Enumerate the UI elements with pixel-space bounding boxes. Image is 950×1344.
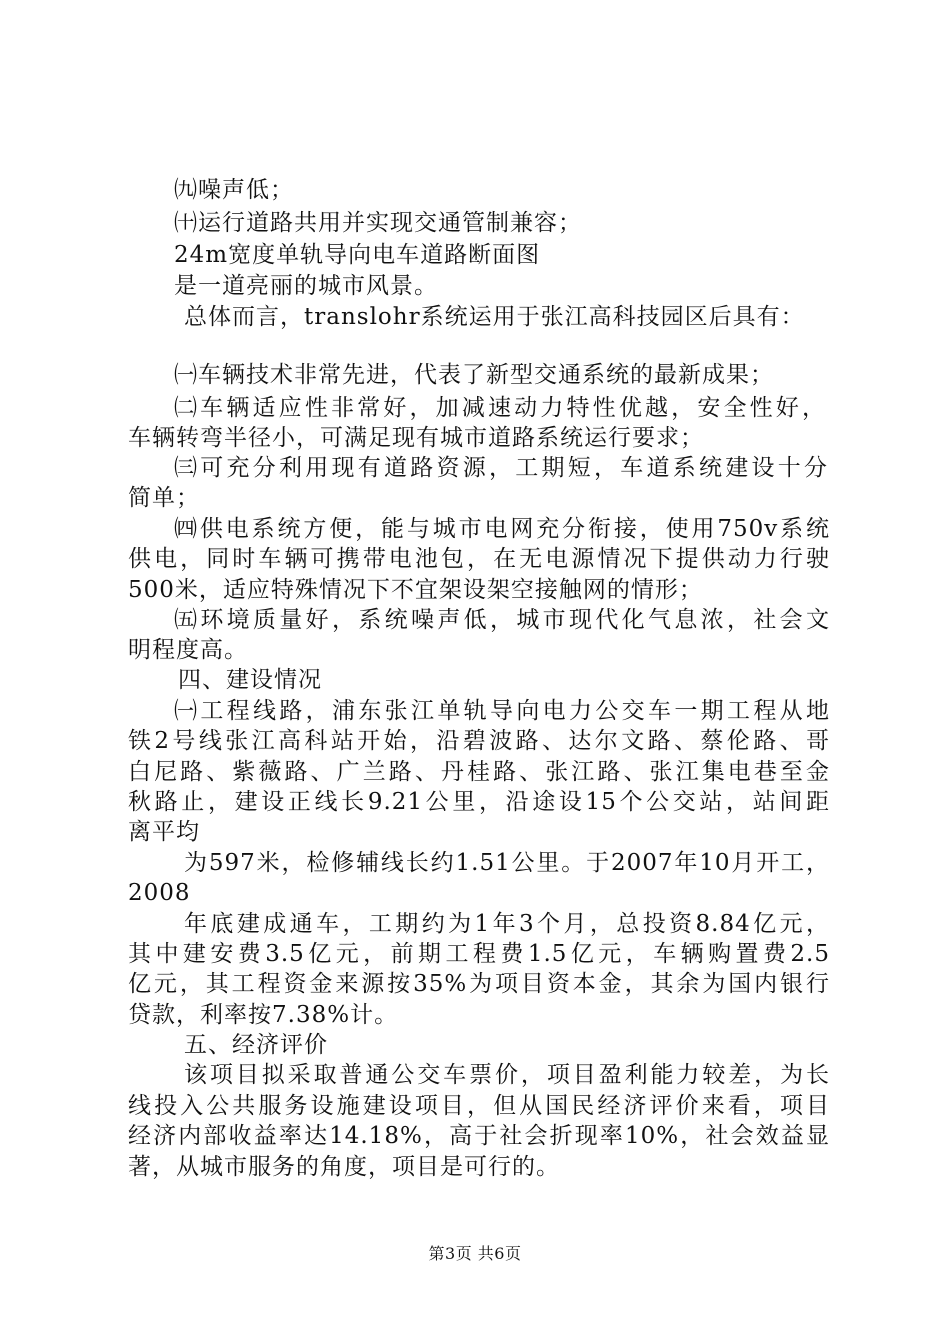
text-line: ㈩运行道路共用并实现交通管制兼容；: [174, 210, 582, 236]
text-line: 线投入公共服务设施建设项目，但从国民经济评价来看，项目: [128, 1093, 830, 1119]
text-line: 供电，同时车辆可携带电池包，在无电源情况下提供动力行驶: [128, 546, 830, 572]
section-heading: 五、经济评价: [184, 1032, 328, 1058]
text-line: 车辆转弯半径小，可满足现有城市道路系统运行要求；: [128, 425, 704, 451]
text-line: 2008: [128, 880, 191, 906]
text-line: ㈤环境质量好，系统噪声低，城市现代化气息浓，社会文: [174, 607, 830, 633]
text-line: 该项目拟采取普通公交车票价，项目盈利能力较差，为长: [184, 1062, 830, 1088]
text-line: ㈢可充分利用现有道路资源，工期短，车道系统建设十分: [174, 455, 828, 481]
text-line: 是一道亮丽的城市风景。: [174, 273, 438, 299]
text-line: 明程度高。: [128, 637, 248, 663]
text-line: 秋路止，建设正线长9.21公里，沿途设15个公交站，站间距: [128, 789, 830, 815]
text-line: 铁2号线张江高科站开始，沿碧波路、达尔文路、蔡伦路、哥: [128, 728, 830, 754]
text-line: 白尼路、紫薇路、广兰路、丹桂路、张江路、张江集电巷至金: [128, 759, 830, 785]
text-line: 亿元，其工程资金来源按35%为项目资本金，其余为国内银行: [128, 971, 830, 997]
text-line: 贷款，利率按7.38%计。: [128, 1002, 399, 1028]
text-line: 500米，适应特殊情况下不宜架设架空接触网的情形；: [128, 577, 703, 603]
text-line: ㈠车辆技术非常先进，代表了新型交通系统的最新成果；: [174, 362, 774, 388]
text-line: 年底建成通车，工期约为1年3个月，总投资8.84亿元，: [184, 911, 830, 937]
text-line: 为597米，检修辅线长约1.51公里。于2007年10月开工，: [184, 850, 830, 876]
text-line: 经济内部收益率达14.18%，高于社会折现率10%，社会效益显: [128, 1123, 830, 1149]
text-line: 简单；: [128, 485, 200, 511]
text-line: 24m宽度单轨导向电车道路断面图: [174, 242, 541, 268]
text-line: ㈣供电系统方便，能与城市电网充分衔接，使用750v系统: [174, 516, 830, 542]
text-line: 离平均: [128, 819, 200, 845]
text-line: ㈡车辆适应性非常好，加减速动力特性优越，安全性好，: [174, 395, 826, 421]
page-number: 第3页 共6页: [428, 1244, 522, 1263]
text-line: 总体而言，translohr系统运用于张江高科技园区后具有：: [184, 304, 805, 330]
text-line: 其中建安费3.5亿元，前期工程费1.5亿元，车辆购置费2.5: [128, 941, 830, 967]
text-line: ㈠工程线路，浦东张江单轨导向电力公交车一期工程从地: [174, 698, 830, 724]
text-line: 著，从城市服务的角度，项目是可行的。: [128, 1154, 560, 1180]
text-line: ㈨噪声低；: [174, 177, 294, 203]
section-heading: 四、建设情况: [178, 667, 322, 693]
